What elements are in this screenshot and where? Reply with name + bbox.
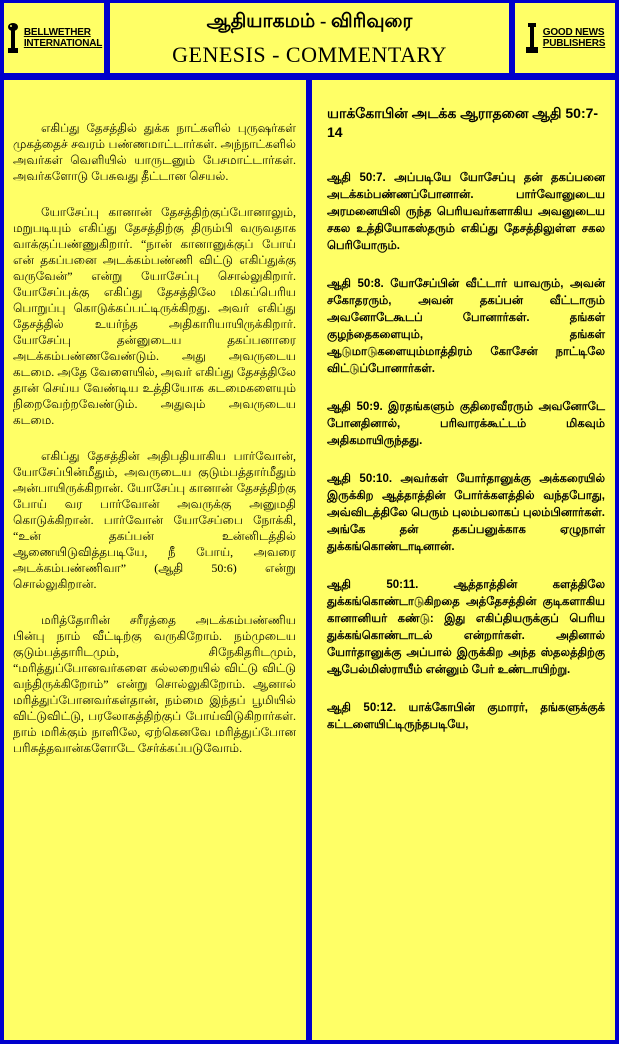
good-news-publishers-icon [525,21,539,55]
bellwether-sheep-icon [6,21,20,55]
commentary-paragraph: மரித்தோரின் சரீரத்தை அடக்கம்பண்ணிய பின்பு நாம் வீட்டிற்கு வருகிறோம். நம்முடைய குடும்பத்தாரிடமும், சிநேகிதரிடமும், “மரித்துப்போனவர்களை கல்லறையில் விட்டு விட்டு வந்திருக்கிறோம்” என்று சொல்லுகிறோம். ஆனால் மரித்துப்போனவர்கள்தான், நம்மை இந்தப் பூமியில் விட்டுவிட்டு, பரலோகத்திற்குப் போய்விடுகிறார்கள். நாம் மரிக்கும் நாளிலே, ஏற்கெனவே மரித்துப்போன பரிசுத்தவான்களோடே சேர்க்கப்படுவோம். [13,613,296,755]
scripture-column [312,80,615,1040]
scripture-verse: ஆதி 50:8. யோசேப்பின் வீட்டார் யாவரும், அவன் சகோதரரும், அவன் தகப்பன் வீட்டாரும் அவனோடேகூடப் போனார்கள். தங்கள் குழந்தைகளையும், தங்கள் ஆடுமாடுகளையும்மாத்திரம் கோசேன் நாட்டிலே விட்டுப்போனார்கள். [327,278,605,375]
title-tamil: ஆதியாகமம் - விரிவுரை [206,11,413,32]
commentary-paragraph: எகிப்து தேசத்தில் துக்க நாட்களில் புருஷர்கள் முகத்தைச் சவரம் பண்ணமாட்டார்கள். அந்நாட்களில் அவர்கள் வெளியில் யாருடனும் பேசமாட்டார்கள். அவர்களோடு பேசுவது தீட்டான செயல். [13,121,296,183]
commentary-column [4,80,306,1040]
bellwether-logo-line2: INTERNATIONAL [23,38,103,49]
scripture-verse: ஆதி 50:10. அவர்கள் யோர்தானுக்கு அக்கரையில் இருக்கிற ஆத்தாத்தின் போர்க்களத்தில் வந்தபோது, அவ்விடத்திலே பெரும் புலம்பலாகப் புலம்பினார்கள். அங்கே தன் தகப்பனுக்காக ஏழுநாள் துக்கங்கொண்டாடினான். [327,473,605,553]
good-news-logo-box [515,3,615,73]
bellwether-logo [6,21,102,55]
bellwether-logo-line1: BELLWETHER [23,27,91,38]
header-title-box [110,3,509,73]
scripture-verse: ஆதி 50:7. அப்படியே யோசேப்பு தன் தகப்பனை அடக்கம்பண்ணப்போனான். பார்வோனுடைய அரமனையிலி ருந்த பெரியவர்களாகிய அவனுடைய சகல உத்தியோகஸ்தரும் எகிப்து தேசத்திலுள்ள சகல பெரியோரும். [327,172,605,252]
scripture-verse: ஆதி 50:12. யாக்கோபின் குமாரர், தங்களுக்குக் கட்டளையிட்டிருந்தபடியே, [327,702,605,731]
bellwether-logo-box [4,3,104,73]
good-news-logo-line2: PUBLISHERS [542,38,606,49]
good-news-logo-line1: GOOD NEWS [542,27,605,38]
commentary-paragraph: யோசேப்பு கானான் தேசத்திற்குப்போனாலும், மறுபடியும் எகிப்து தேசத்திற்கு திரும்பி வருவதாக வாக்குப்பண்ணுகிறார். “நான் கானானுக்குப் போய் என் தகப்பனை அடக்கம்பண்ணி விட்டு எகிப்துக்கு வருவேன்” என்று யோசேப்பு சொல்லுகிறார். யோசேப்புக்கு எகிப்து தேசத்திலே மிகப்பெரிய பொறுப்பு கொடுக்கப்பட்டிருக்கிறது. அவர் எகிப்து தேசத்தில் உயர்ந்த அதிகாரியாயிருக்கிறார். யோசேப்பு தன்னுடைய தகப்பனாரை அடக்கம்பண்ணவேண்டும். அது அவருடைய கடமை. அதே வேளையில், அவர் எகிப்து தேசத்திலே தான் செய்ய வேண்டிய உத்தியோக கடமைகளையும் நிறைவேற்றவேண்டும். அதுவும் அவருடைய கடமை. [13,205,296,427]
good-news-logo [525,21,605,55]
scripture-verse: ஆதி 50:9. இரதங்களும் குதிரைவீரரும் அவனோடே போனதினால், பரிவாரக்கூட்டம் மிகவும் அதிகமாயிருந்தது. [327,401,605,447]
passage-reference: யாக்கோபின் அடக்க ஆராதனை ஆதி 50:7-14 [327,105,599,140]
title-english: GENESIS - COMMENTARY [172,42,447,67]
scripture-verse: ஆதி 50:11. ஆத்தாத்தின் களத்திலே துக்கங்கொண்டாடுகிறதை அத்தேசத்தின் குடிகளாகிய கானானியர் கண்டு: இது எகிப்தியருக்குப் பெரிய துக்கங்கொண்டாடல் என்றார்கள். அதினால் யோர்தானுக்கு அப்பால் இருக்கிற அந்த ஸ்தலத்திற்கு ஆபேல்மிஸ்ராயீம் என்னும் பேர் உண்டாயிற்று. [327,579,605,676]
commentary-paragraph: எகிப்து தேசத்தின் அதிபதியாகிய பார்வோன், யோசேப்பின்மீதும், அவருடைய குடும்பத்தார்மீதும் அன்பாயிருக்கிறான். யோசேப்பு கானான் தேசத்திற்கு போய் வர பார்வோன் அவருக்கு அனுமதி கொடுக்கிறான். பார்வோன் யோசேப்பை நோக்கி, “உன் தகப்பன் உன்னிடத்தில் ஆணையிடுவித்தபடியே, நீ போய், அவரை அடக்கம்பண்ணிவா” (ஆதி 50:6) என்று சொல்லுகிறான். [13,449,296,591]
